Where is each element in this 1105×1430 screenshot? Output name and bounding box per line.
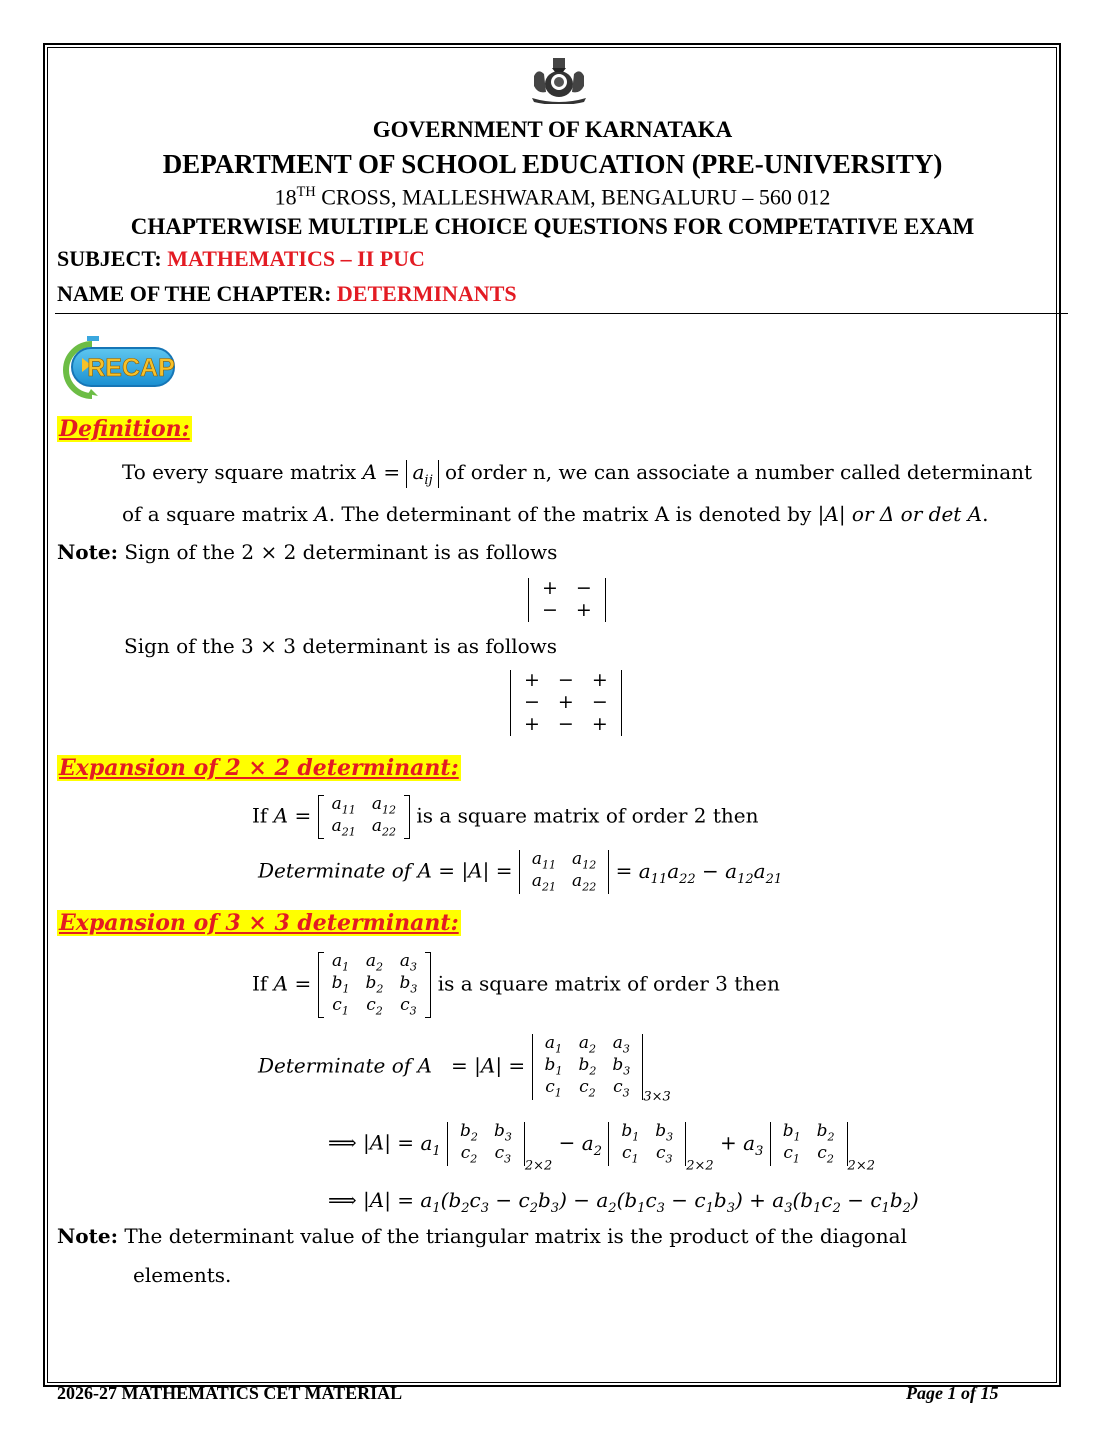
sign-cell: +: [542, 577, 558, 599]
header-address: 18TH CROSS, MALLESHWARAM, BENGALURU – 560 012: [274, 184, 831, 210]
recap-badge-icon: [58, 334, 178, 400]
footer-page-number: Page 1 of 15: [906, 1383, 999, 1403]
header-exam-title: CHAPTERWISE MULTIPLE CHOICE QUESTIONS FOR COMPETATIVE EXAM: [130, 214, 975, 239]
expansion-3x3-formula: Determinate of A = |A| = $a_1$ $a_2$ $a_3$ $b_1$ $b_2$ $b_3$ $c_1$ $c_2$ $c_3$ $_{3\times 3}$: [258, 1033, 671, 1105]
note-sign-2x2: Note: Sign of the 2 × 2 determinant is as follows: [57, 540, 558, 564]
sign-cell: −: [557, 712, 574, 735]
expansion-3x3-cofactor: ⟹ $|A| = a_1$ $b_2$ $b_3$ $c_2$ $c_3$ $_{2\times 2} - a_2$ $b_1$ $b_3$ $c_1$ $c_3$ $_{2\times 2} + a_3$ $b_1$ $b_2$ $c_1$ $c_2$ $_{2\times 2}$: [328, 1121, 875, 1174]
expansion-2x2-formula: Determinate of A = |A| = $a_{11}$ $a_{12}$ $a_{21}$ $a_{22}$ = $a_{11}a_{22} - a_{12}a_{21}$: [258, 849, 783, 894]
sign-cell: −: [575, 577, 592, 599]
svg-text:RECAP: RECAP: [87, 354, 175, 382]
header-divider: [55, 313, 1068, 314]
expansion-2x2-title: Expansion of 2 × 2 determinant:: [59, 755, 459, 781]
sign-cell: −: [524, 690, 540, 713]
chapter-line: NAME OF THE CHAPTER: DETERMINANTS: [57, 281, 517, 306]
expansion-2x2-if: If A = $a_{11}$ $a_{12}$ $a_{21}$ $a_{22}$ is a square matrix of order 2 then: [252, 794, 759, 839]
sign-cell: −: [542, 598, 558, 621]
definition-line-2: of a square matrix A. The determinant of the matrix A is denoted by |A| or Δ or det A.: [122, 502, 989, 526]
expansion-3x3-title: Expansion of 3 × 3 determinant:: [59, 910, 459, 936]
sign-matrix-2x2: [528, 578, 606, 622]
definition-title: Definition:: [59, 416, 190, 442]
note-triangular: Note: The determinant value of the triangular matrix is the product of the diagonal: [57, 1224, 907, 1248]
karnataka-emblem-icon: [526, 54, 592, 104]
footer-left: 2026-27 MATHEMATICS CET MATERIAL: [57, 1383, 403, 1403]
sign-cell: +: [591, 669, 608, 691]
sign-matrix-3x3: [510, 670, 622, 736]
expansion-3x3-if: If A = $a_1$ $a_2$ $a_3$ $b_1$ $b_2$ $b_3$ $c_1$ $c_2$ $c_3$ is a square matrix of order 3 then: [252, 951, 780, 1018]
sign-cell: +: [557, 690, 574, 713]
sign-3x3-text: Sign of the 3 × 3 determinant is as follows: [124, 634, 558, 658]
definition-line-1: To every square matrix $A = a_{ij}$ of order n, we can associate a number called determinant: [122, 460, 1033, 488]
sign-cell: −: [591, 690, 608, 713]
sign-cell: −: [557, 669, 574, 691]
sign-cell: +: [524, 712, 540, 735]
subject-line: SUBJECT: MATHEMATICS – II PUC: [57, 246, 425, 271]
sign-cell: +: [524, 669, 540, 691]
sign-cell: +: [591, 712, 608, 735]
sign-cell: +: [575, 598, 592, 621]
header-government: GOVERNMENT OF KARNATAKA: [372, 117, 733, 142]
expansion-3x3-result: ⟹ $|A| = a_1(b_2c_3 - c_2b_3) - a_2(b_1c_3 - c_1b_3) + a_3(b_1c_2 - c_1b_2)$: [328, 1188, 919, 1216]
note-triangular-cont: elements.: [133, 1263, 232, 1287]
header-department: DEPARTMENT OF SCHOOL EDUCATION (PRE-UNIVERSITY): [162, 149, 943, 179]
